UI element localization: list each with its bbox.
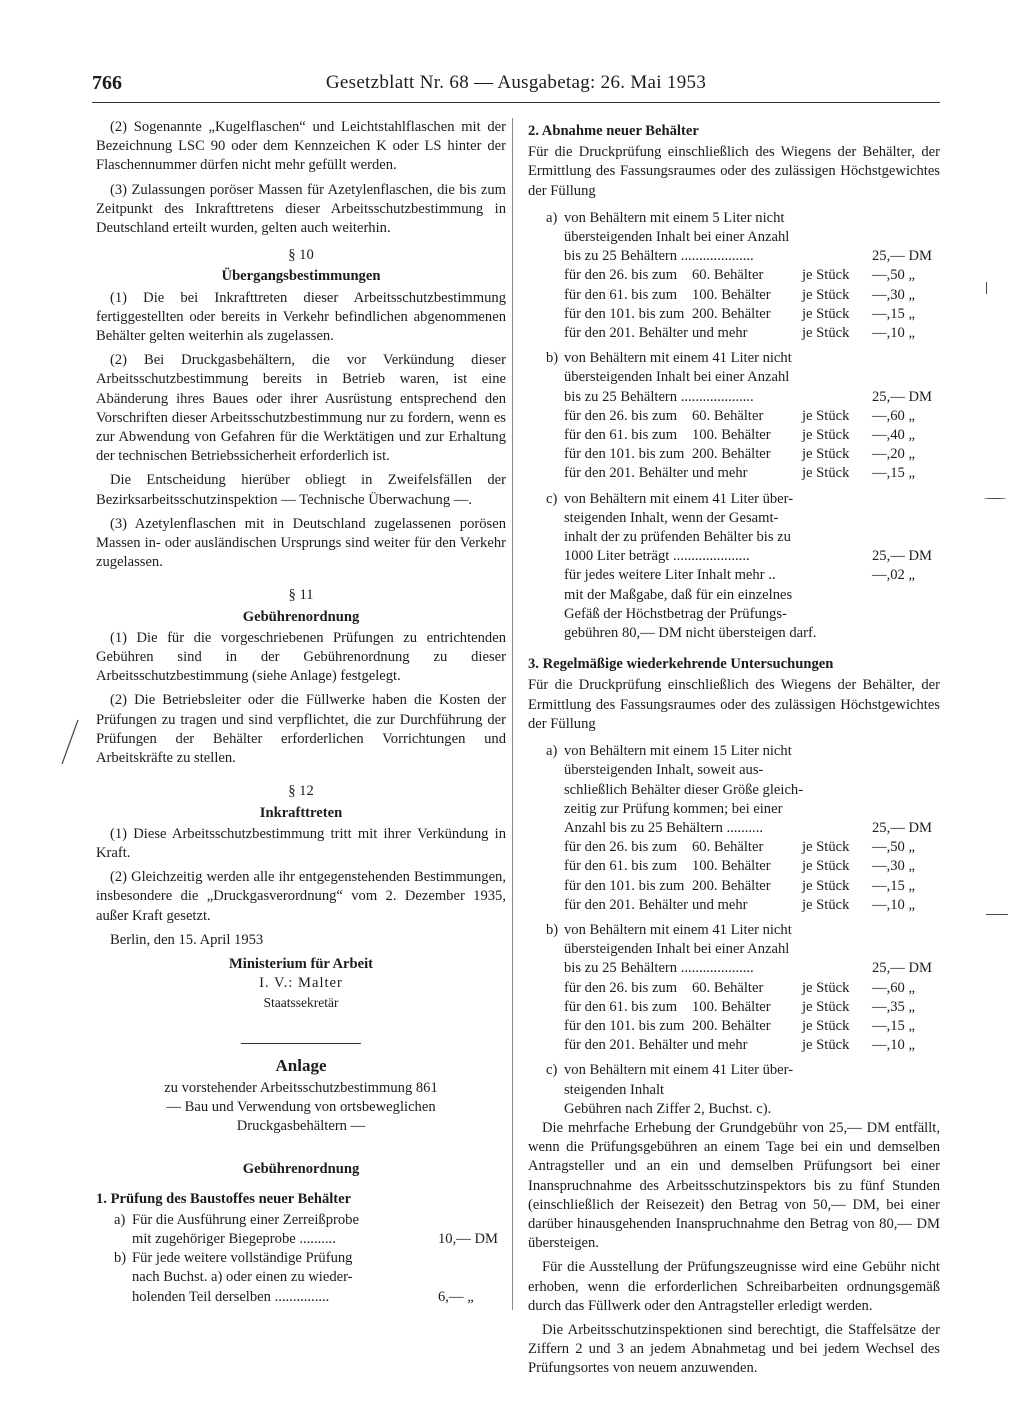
section-title: Übergangsbestimmungen [221,268,381,285]
rate-amount: —,60 „ [872,979,915,996]
item-label: c) [546,1062,558,1079]
item-label: b) [546,350,559,367]
item-label: c) [546,490,558,507]
column-divider [512,118,513,1310]
rate-range: für den 201. Behälter [564,325,689,342]
rate-unit: je Stück [802,286,850,303]
page-number: 766 [92,72,122,94]
fee-row [564,959,940,978]
rate-range: für den 26. bis zum [564,407,678,424]
fee-line: bis zu 25 Behältern .................... [564,388,754,405]
fee-line: von Behältern mit einem 41 Liter über- [564,1062,794,1079]
fee-item [528,742,940,838]
signer-name: I. V.: Malter [259,975,343,992]
rate-amount: —,50 „ [872,267,915,284]
rate-row [564,286,940,305]
rate-amount: —,30 „ [872,858,915,875]
rate-description [564,464,872,483]
paragraph: Die Arbeitsschutzinspektionen sind berechtigt, die Staffelsätze der Ziffern 2 und 3 an jedem Abnahmetag und bei jedem Wechsel des Prüfungsortes von neuem anzuwenden. [528,1321,940,1377]
fee-line: bis zu 25 Behältern .................... [564,248,754,265]
place-date: Berlin, den 15. April 1953 [110,931,264,948]
paragraph: (1) Die bei Inkrafttreten dieser Arbeitsschutzbestimmung fertiggestellten oder bereits in Verkehr befindlichen abgenommenen Behälter gelten weiterhin als zugelassen. [96,289,506,345]
rate-amount: —,15 „ [872,1017,915,1034]
fee-row [564,247,940,266]
fee-line: 1000 Liter beträgt ..................... [564,548,750,565]
item-label: b) [546,921,559,938]
rate-range: für den 101. bis zum [564,305,685,322]
ministry-name: Ministerium für Arbeit [228,955,374,972]
rate-row [564,838,940,857]
item-label: a) [114,1211,126,1228]
rate-container: 100. Behälter [692,998,771,1015]
rate-unit: je Stück [802,896,850,913]
separator-rule [241,1043,361,1044]
paragraph: Die mehrfache Erhebung der Grundgebühr von 25,— DM entfällt, wenn die Prüfungsgebühren an einem Tage bei ein und demselben Antragsteller und an ein und demselben Prüfungsort bei einer Inanspruchnahme des Arbeitsschutzinspektors bis zu fünf Stunden (einschließlich der Reisezeit) den Betrag von 50,— DM, bei einer darüber hinausgehenden Inanspruchnahme den Betrag von 80,— DM übersteigen. [528,1119,940,1252]
paragraph: Die Entscheidung hierüber obliegt in Zweifelsfällen der Bezirksarbeitsschutzinspektion — Technische Überwachung —. [96,472,506,508]
rate-container: und mehr [692,325,748,342]
fee-item [96,1249,506,1307]
rate-amount: —,35 „ [872,998,915,1015]
fee-section-heading: 2. Abnahme neuer Behälter [528,123,699,139]
rate-description [564,426,872,445]
gazette-title: Gesetzblatt Nr. 68 — Ausgabetag: 26. Mai 1953 [325,72,707,93]
annex-subtitle-line: zu vorstehender Arbeitsschutzbestimmung 861 [164,1079,438,1096]
rate-row [564,1036,940,1055]
rate-range: für den 26. bis zum [564,979,678,996]
rate-unit: je Stück [802,1037,850,1054]
rate-row [564,324,940,343]
rate-description [564,857,872,876]
rate-container: 100. Behälter [692,286,771,303]
paragraph: Für die Druckprüfung einschließlich des Wiegens der Behälter, der Ermittlung des Fassungsraumes oder des zulässigen Höchstgewichtes der Füllung [528,144,940,199]
fee-line: Für die Ausführung einer Zerreißprobe [132,1211,359,1228]
section-number: § 10 [288,247,314,264]
rate-range: für den 26. bis zum [564,839,678,856]
rate-description [564,998,872,1017]
fee-row [564,547,940,566]
fee-item [528,349,940,407]
signer-title: Staatssekretär [263,995,339,1011]
rate-container: 200. Behälter [692,1017,771,1034]
rate-row [564,305,940,324]
rate-row [564,426,940,445]
margin-stroke [58,718,82,768]
rate-row [564,979,940,998]
fee-row [564,566,940,585]
fee-line: holenden Teil derselben ............... [132,1288,330,1305]
rate-range: für den 26. bis zum [564,267,678,284]
fee-line: von Behältern mit einem 15 Liter nicht [564,743,792,760]
fee-row [132,1230,506,1249]
paragraph: (2) Bei Druckgasbehältern, die vor Verkündung dieser Arbeitsschutzbestimmung bereits in Betrieb waren, ist eine Abänderung ihres Baues oder ihrer Ausrüstung entsprechend den Vorschriften dieser Arbeitsschutzbestimmung nur zu fordern, wenn es zur Abwendung von Gefahren für die Werktätigen und zur Erhaltung der technischen Betriebssicherheit erforderlich ist. [96,352,506,465]
rate-range: für den 61. bis zum [564,286,678,303]
fee-row [564,388,940,407]
rate-description [564,445,872,464]
graduated-rates [528,407,940,484]
rate-range: für den 101. bis zum [564,877,685,894]
rate-unit: je Stück [802,839,850,856]
fee-line: Anzahl bis zu 25 Behältern .......... [564,819,763,836]
annex-subtitle-line: — Bau und Verwendung von ortsbeweglichen [166,1098,436,1115]
rate-amount: —,10 „ [872,325,915,342]
fee-line: bis zu 25 Behältern .................... [564,960,754,977]
fee-amount: —,02 „ [872,567,915,584]
annex-title: Anlage [275,1055,327,1075]
rate-amount: —,30 „ [872,286,915,303]
rate-container: und mehr [692,896,748,913]
rate-range: für den 101. bis zum [564,1017,685,1034]
fee-line: übersteigenden Inhalt bei einer Anzahl [564,229,790,246]
rate-container: und mehr [692,1037,748,1054]
rate-row [564,407,940,426]
rate-unit: je Stück [802,998,850,1015]
fee-line: inhalt der zu prüfenden Behälter bis zu [564,529,791,546]
fee-line: Für jede weitere vollständige Prüfung [132,1250,353,1267]
rate-unit: je Stück [802,446,850,463]
rate-amount: —,10 „ [872,896,915,913]
fee-line: übersteigenden Inhalt bei einer Anzahl [564,941,790,958]
rate-unit: je Stück [802,877,850,894]
fee-item [96,1211,506,1249]
rate-unit: je Stück [802,325,850,342]
rate-row [564,877,940,896]
fee-line: steigenden Inhalt, wenn der Gesamt- [564,509,779,526]
rate-amount: —,15 „ [872,305,915,322]
paragraph: (2) Sogenannte „Kugelflaschen“ und Leichtstahlflaschen mit der Bezeichnung LSC 90 oder dem Kennzeichen K oder LS hinter der Flaschennummer dürfen nicht mehr gefüllt werden. [96,119,506,174]
paragraph: (1) Diese Arbeitsschutzbestimmung tritt mit ihrer Verkündung in Kraft. [96,825,506,861]
margin-mark [986,282,987,294]
paragraph: (2) Die Betriebsleiter oder die Füllwerke haben die Kosten der Prüfungen zu tragen und sind verpflichtet, die zur Durchführung der Prüfungen der Behälter erforderlichen Vorrichtungen und Arbeitskräfte zu stellen. [96,692,506,767]
section-number: § 12 [288,783,314,800]
fee-amount: 6,— „ [438,1288,474,1305]
fee-section-heading: 3. Regelmäßige wiederkehrende Untersuchungen [528,656,834,673]
rate-unit: je Stück [802,465,850,482]
rate-unit: je Stück [802,1017,850,1034]
rate-unit: je Stück [802,407,850,424]
left-column [96,118,506,1307]
fee-line: übersteigenden Inhalt bei einer Anzahl [564,369,790,386]
rate-unit: je Stück [802,305,850,322]
fee-amount: 25,— DM [872,819,932,836]
paragraph: Für die Druckprüfung einschließlich des Wiegens der Behälter, der Ermittlung des Fassungsraumes oder des zulässigen Höchstgewichtes der Füllung [528,677,940,732]
margin-mark [984,498,1006,499]
rate-unit: je Stück [802,858,850,875]
rate-description [564,1036,872,1055]
fee-item [528,209,940,267]
fee-line: schließlich Behälter dieser Größe gleich- [564,781,804,798]
graduated-rates [528,979,940,1056]
section-number: § 11 [288,587,314,604]
rate-row [564,445,940,464]
rate-container: 200. Behälter [692,305,771,322]
rate-amount: —,15 „ [872,877,915,894]
rate-container: und mehr [692,465,748,482]
fee-line: Gebühren nach Ziffer 2, Buchst. c). [564,1100,772,1117]
rate-amount: —,60 „ [872,407,915,424]
fee-amount: 25,— DM [872,248,932,265]
fee-item [528,1061,940,1119]
rate-container: 60. Behälter [692,267,764,284]
rate-description [564,324,872,343]
fee-line: gebühren 80,— DM nicht übersteigen darf. [564,625,817,642]
page-header [92,70,940,103]
section-title: Gebührenordnung [242,608,360,625]
fee-line: übersteigenden Inhalt, soweit aus- [564,762,764,779]
fee-item [528,921,940,979]
rate-row [564,464,940,483]
paragraph: (3) Zulassungen poröser Massen für Azetylenflaschen, die bis zum Zeitpunkt des Inkrafttretens dieser Arbeitsschutzbestimmung in Deutschland erteilt wurden, gelten auch weiterhin. [96,181,506,237]
fee-amount: 25,— DM [872,388,932,405]
fee-line: für jedes weitere Liter Inhalt mehr .. [564,567,776,584]
fee-section-heading: 1. Prüfung des Baustoffes neuer Behälter [96,1190,352,1207]
fee-line: mit der Maßgabe, daß für ein einzelnes [564,586,793,603]
rate-description [564,266,872,285]
fee-line: Gefäß der Höchstbetrag der Prüfungs- [564,605,787,622]
paragraph: (1) Die für die vorgeschriebenen Prüfungen zu entrichtenden Gebühren sind in der Gebührenordnung zu dieser Arbeitsschutzbestimmung (siehe Anlage) festgelegt. [96,629,506,685]
rate-range: für den 61. bis zum [564,858,678,875]
fee-line: von Behältern mit einem 41 Liter über- [564,490,794,507]
rate-amount: —,40 „ [872,427,915,444]
paragraph: Für die Ausstellung der Prüfungszeugnisse wird eine Gebühr nicht erhoben, wenn die erforderlichen Schreibarbeiten ordnungsgemäß durch das Füllwerk oder den Antragsteller erledigt werden. [528,1259,940,1314]
rate-range: für den 61. bis zum [564,427,678,444]
rate-container: 60. Behälter [692,979,764,996]
rate-unit: je Stück [802,267,850,284]
rate-description [564,1017,872,1036]
rate-row [564,857,940,876]
fee-line: zeitig zur Prüfung kommen; bei einer [564,800,783,817]
rate-amount: —,50 „ [872,839,915,856]
rate-range: für den 201. Behälter [564,896,689,913]
margin-mark [986,914,1008,915]
fee-row [564,819,940,838]
rate-description [564,838,872,857]
rate-row [564,266,940,285]
rate-description [564,877,872,896]
fee-line: von Behältern mit einem 41 Liter nicht [564,921,792,938]
paragraph: (2) Gleichzeitig werden alle ihr entgegenstehenden Bestimmungen, insbesondere die „Druckgasverordnung“ vom 2. Dezember 1935, außer Kraft gesetzt. [96,869,506,924]
fee-amount: 10,— DM [438,1230,498,1247]
section-title: Inkrafttreten [259,804,343,821]
rate-description [564,896,872,915]
rate-container: 60. Behälter [692,407,764,424]
fee-amount: 25,— DM [872,548,932,565]
rate-container: 60. Behälter [692,839,764,856]
fee-row [132,1288,506,1307]
rate-description [564,407,872,426]
right-column [528,118,940,1384]
rate-amount: —,15 „ [872,465,915,482]
rate-range: für den 101. bis zum [564,446,685,463]
rate-container: 100. Behälter [692,427,771,444]
fee-line: steigenden Inhalt [564,1081,665,1098]
rate-range: für den 201. Behälter [564,1037,689,1054]
rate-amount: —,10 „ [872,1037,915,1054]
rate-row [564,998,940,1017]
rate-description [564,305,872,324]
item-label: b) [114,1250,127,1267]
rate-container: 200. Behälter [692,446,771,463]
fee-line: von Behältern mit einem 5 Liter nicht [564,209,785,226]
rate-range: für den 201. Behälter [564,465,689,482]
graduated-rates [528,838,940,915]
fee-line: von Behältern mit einem 41 Liter nicht [564,350,792,367]
paragraph: (3) Azetylenflaschen mit in Deutschland zugelassenen porösen Massen in- oder ausländischen Ursprungs sind weiter für den Verkehr zugelassen. [96,515,506,571]
fee-line: mit zugehöriger Biegeprobe .......... [132,1230,336,1247]
rate-container: 100. Behälter [692,858,771,875]
rate-description [564,979,872,998]
item-label: a) [546,743,558,760]
fee-amount: 25,— DM [872,960,932,977]
annex-subtitle-line: Druckgasbehältern — [236,1118,366,1135]
fee-schedule-title: Gebührenordnung [242,1161,360,1178]
rate-unit: je Stück [802,427,850,444]
rate-row [564,1017,940,1036]
graduated-rates [528,266,940,343]
fee-item [528,490,940,644]
rate-description [564,286,872,305]
fee-line: nach Buchst. a) oder einen zu wieder- [132,1269,353,1286]
rate-unit: je Stück [802,979,850,996]
item-label: a) [546,209,558,226]
rate-amount: —,20 „ [872,446,915,463]
rate-container: 200. Behälter [692,877,771,894]
rate-row [564,896,940,915]
rate-range: für den 61. bis zum [564,998,678,1015]
